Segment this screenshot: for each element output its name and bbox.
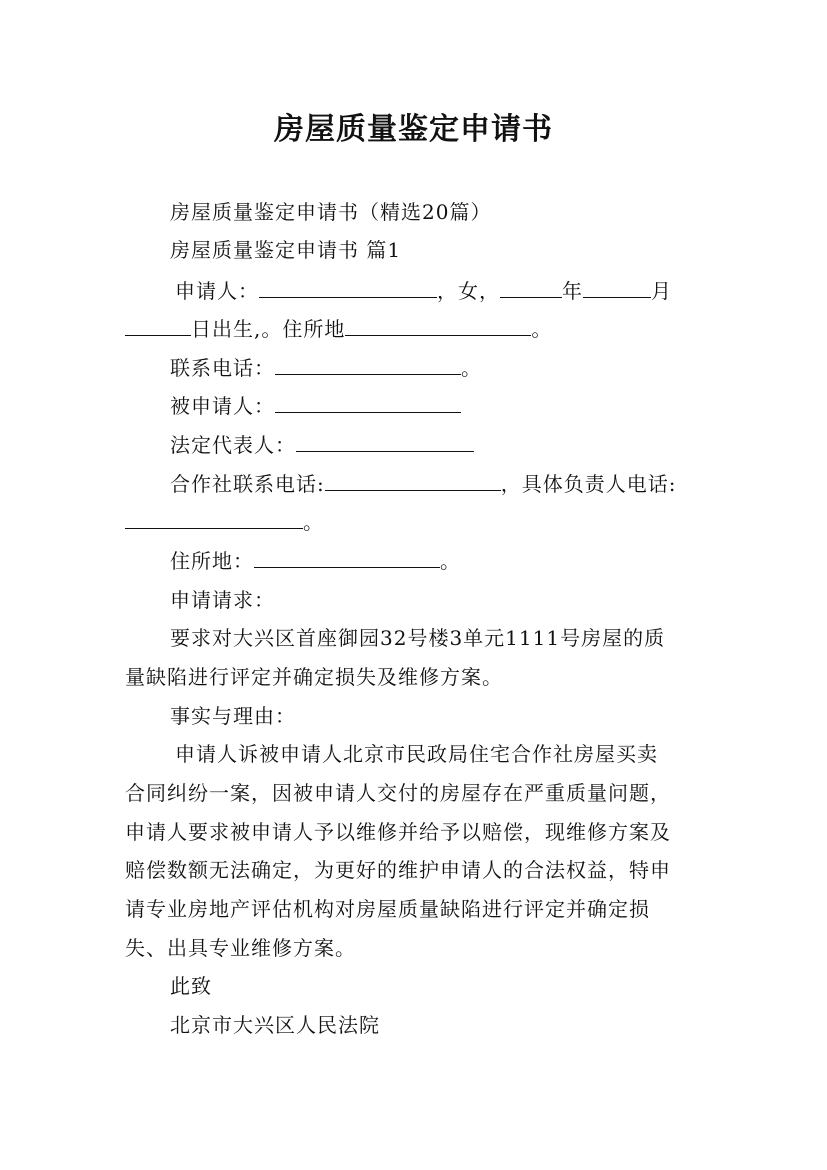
coop-phone-label: 合作社联系电话: xyxy=(170,472,325,496)
responsible-phone-blank[interactable] xyxy=(125,510,303,529)
facts-line-4: 赔偿数额无法确定，为更好的维护申请人的合法权益，特申 xyxy=(125,858,671,882)
facts-line-2: 合同纠纷一案，因被申请人交付的房屋存在严重质量问题， xyxy=(125,781,671,805)
document-title: 房屋质量鉴定申请书 xyxy=(274,112,553,147)
gender-text: ，女， xyxy=(437,279,500,303)
coop-phone-line xyxy=(170,471,677,497)
coop-phone-end: 。 xyxy=(303,510,324,534)
contact-phone-line xyxy=(170,355,482,381)
coop-phone-blank[interactable] xyxy=(325,472,501,491)
applicant-line-2 xyxy=(125,316,552,342)
request-line-1: 要求对大兴区首座御园32号楼3单元1111号房屋的质 xyxy=(170,626,666,650)
applicant-name-blank[interactable] xyxy=(259,279,437,298)
contact-phone-blank[interactable] xyxy=(275,356,461,375)
court-name: 北京市大兴区人民法院 xyxy=(170,1013,380,1037)
applicant-label: 申请人： xyxy=(175,279,259,303)
contact-phone-label: 联系电话： xyxy=(170,356,275,380)
request-line-2: 量缺陷进行评定并确定损失及维修方案。 xyxy=(125,665,503,689)
birth-year-blank[interactable] xyxy=(500,279,562,298)
facts-line-1: 申请人诉被申请人北京市民政局住宅合作社房屋买卖 xyxy=(175,742,658,766)
respondent-blank[interactable] xyxy=(275,394,461,413)
subtitle: 房屋质量鉴定申请书（精选20篇） xyxy=(170,200,492,224)
closing: 此致 xyxy=(170,974,212,998)
facts-line-6: 失、出具专业维修方案。 xyxy=(125,936,356,960)
month-label: 月 xyxy=(651,279,672,303)
legal-rep-label: 法定代表人： xyxy=(170,433,296,457)
applicant-line xyxy=(175,278,672,304)
section-heading: 房屋质量鉴定申请书 篇1 xyxy=(170,238,402,262)
legal-rep-blank[interactable] xyxy=(296,433,474,452)
birth-month-blank[interactable] xyxy=(583,279,651,298)
day-birth-text: 日出生,。住所地 xyxy=(191,317,346,341)
address-label: 住所地： xyxy=(170,549,254,573)
legal-rep-line xyxy=(170,432,474,458)
applicant-end: 。 xyxy=(531,317,553,341)
facts-heading: 事实与理由： xyxy=(170,704,296,728)
respondent-label: 被申请人： xyxy=(170,394,275,418)
year-label: 年 xyxy=(562,279,583,303)
applicant-address-blank[interactable] xyxy=(345,317,531,336)
facts-line-5: 请专业房地产评估机构对房屋质量缺陷进行评定并确定损 xyxy=(125,897,650,921)
address-line xyxy=(170,548,461,574)
address-end: 。 xyxy=(440,549,461,573)
coop-phone-middle: ，具体负责人电话: xyxy=(500,472,677,496)
respondent-line xyxy=(170,393,461,419)
birth-day-blank[interactable] xyxy=(125,317,191,336)
request-heading: 申请请求： xyxy=(170,588,275,612)
coop-phone-line-2 xyxy=(125,509,324,535)
address-blank[interactable] xyxy=(254,549,440,568)
contact-phone-end: 。 xyxy=(461,356,482,380)
facts-line-3: 申请人要求被申请人予以维修并给予以赔偿，现维修方案及 xyxy=(125,820,671,844)
